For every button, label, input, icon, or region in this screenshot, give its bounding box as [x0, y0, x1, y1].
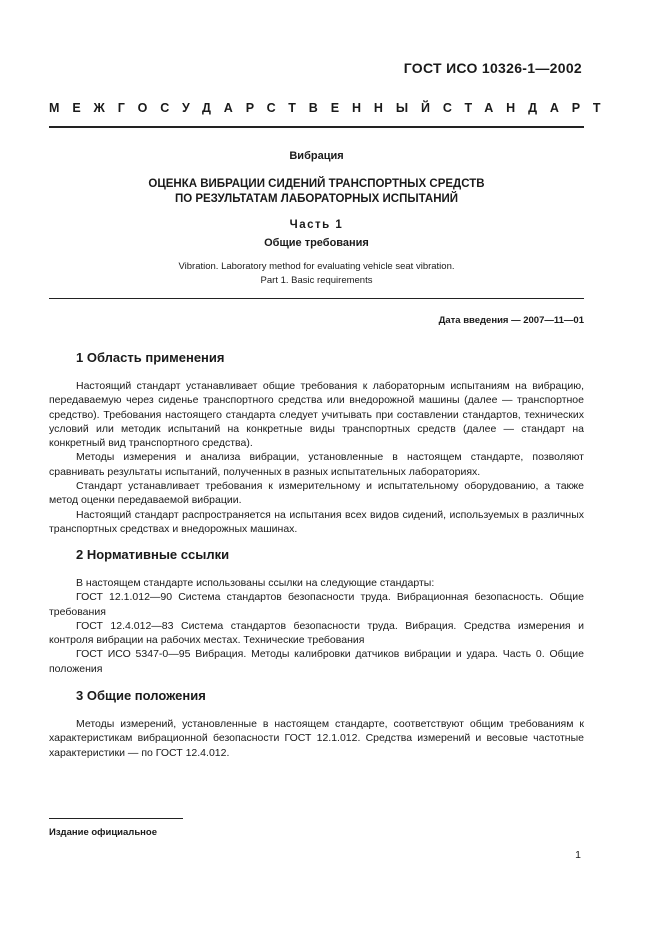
- paragraph: Стандарт устанавливает требования к измерительному и испытательному оборудованию, а также метод оценки передаваемой вибрации.: [49, 480, 584, 507]
- document-title: [49, 177, 584, 207]
- english-title-line-2: Part 1. Basic requirements: [260, 275, 373, 286]
- subject-heading: Вибрация: [289, 150, 344, 162]
- introduction-date: Дата введения — 2007—11—01: [438, 315, 584, 326]
- header-divider: [49, 126, 584, 128]
- paragraph: Методы измерений, установленные в настоящем стандарте, соответствуют общим требованиям к характеристикам вибрационной безопасности ГОСТ 12.1.012. Средства измерений и весовые частотные характеристики — по ГОСТ 12.4.012.: [49, 718, 584, 759]
- section-body-normative-references: [49, 576, 584, 676]
- reference-item: ГОСТ ИСО 5347-0—95 Вибрация. Методы калибровки датчиков вибрации и удара. Часть 0. Общие положения: [49, 648, 584, 675]
- section-heading-general-provisions: 3 Общие положения: [76, 688, 206, 703]
- english-title: [49, 260, 584, 288]
- section-heading-scope: 1 Область применения: [76, 350, 225, 365]
- section-body-general-provisions: [49, 717, 584, 760]
- standard-banner: [49, 101, 614, 115]
- part-title: Общие требования: [264, 237, 369, 249]
- banner-word-standard: СТАНДАРТ: [442, 101, 614, 115]
- paragraph: Настоящий стандарт распространяется на испытания всех видов сидений, используемых в различных транспортных средствах и внедорожных машинах.: [49, 508, 584, 535]
- edition-note: Издание официальное: [49, 827, 157, 838]
- document-number: ГОСТ ИСО 10326-1—2002: [403, 60, 582, 76]
- english-title-line-1: Vibration. Laboratory method for evaluating vehicle seat vibration.: [178, 261, 455, 272]
- part-number: Часть 1: [289, 219, 344, 231]
- title-line-2: ПО РЕЗУЛЬТАТАМ ЛАБОРАТОРНЫХ ИСПЫТАНИЙ: [174, 193, 459, 205]
- page-number: 1: [575, 849, 581, 861]
- paragraph: Настоящий стандарт устанавливает общие требования к лабораторным испытаниям на вибрацию, передаваемую через сиденье транспортного средства или внедорожной машины (далее — транспортное средство). Требования настоящего стандарта следует учитывать при составлении стандартов, технических условий или методик испытаний на конкретные виды транспортных средств (далее — стандарт на конкретный вид транспортного средства).: [49, 380, 584, 450]
- paragraph: Методы измерения и анализа вибрации, установленные в настоящем стандарте, позволяют сравнивать результаты испытаний, полученных в разных испытательных лабораториях.: [49, 451, 584, 478]
- title-divider: [49, 298, 584, 299]
- paragraph: В настоящем стандарте использованы ссылки на следующие стандарты:: [76, 577, 435, 589]
- footer-divider: [49, 818, 183, 819]
- banner-word-interstate: МЕЖГОСУДАРСТВЕННЫЙ: [49, 101, 443, 115]
- title-line-1: ОЦЕНКА ВИБРАЦИИ СИДЕНИЙ ТРАНСПОРТНЫХ СРЕДСТВ: [148, 178, 485, 190]
- reference-item: ГОСТ 12.4.012—83 Система стандартов безопасности труда. Вибрация. Средства измерения и контроля вибрации на рабочих местах. Технические требования: [49, 619, 584, 647]
- section-body-scope: [49, 379, 584, 536]
- section-heading-normative-references: 2 Нормативные ссылки: [76, 547, 230, 562]
- reference-item: ГОСТ 12.1.012—90 Система стандартов безопасности труда. Вибрационная безопасность. Общие требования: [49, 591, 584, 618]
